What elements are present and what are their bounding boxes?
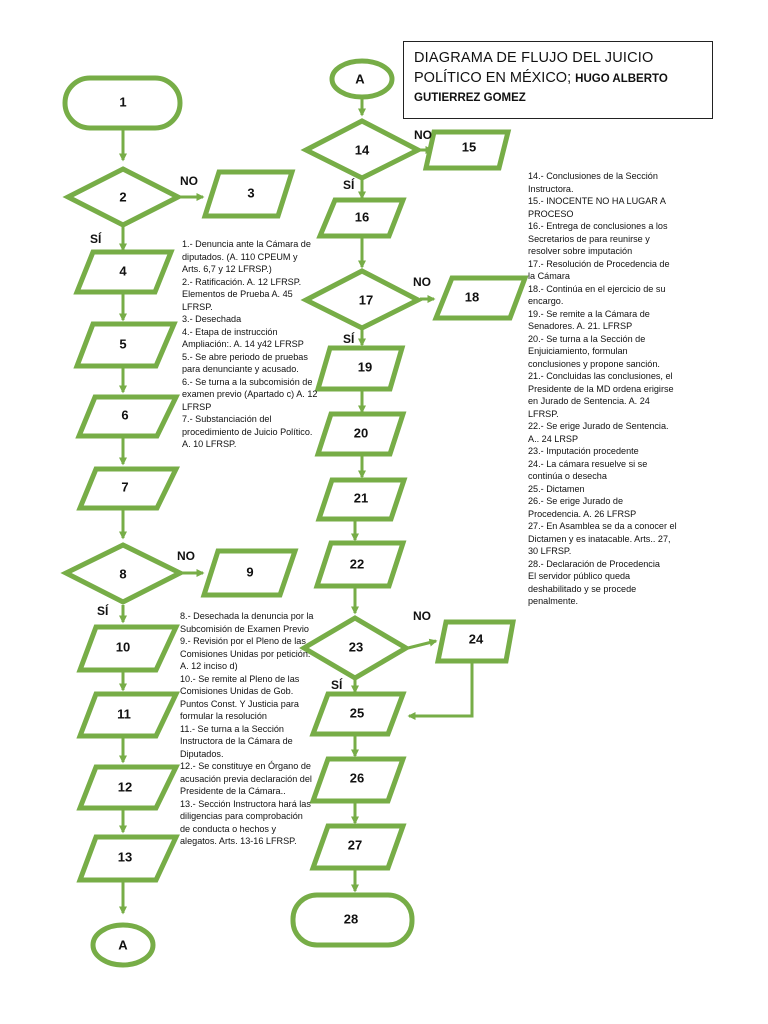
title-line-1: DIAGRAMA DE FLUJO DEL JUICIO — [414, 50, 654, 66]
label-node-18: 18 — [464, 289, 480, 305]
branch-no-23: NO — [413, 609, 431, 623]
legend-item: 4.- Etapa de instrucción Ampliación:. A. 14 y42 LFRSP — [182, 326, 304, 349]
legend-item: 26.- Se erige Jurado de Procedencia. A. 26 LFRSP — [528, 496, 637, 519]
label-node-19: 19 — [357, 359, 373, 375]
label-node-5: 5 — [119, 336, 127, 352]
legend-item: 1.- Denuncia ante la Cámara de diputados. (A. 110 CPEUM y Arts. 6,7 y 12 LFRSP.) — [182, 239, 311, 274]
branch-no-8: NO — [177, 549, 195, 563]
title-line-2-text: POLÍTICO EN MÉXICO; — [414, 70, 572, 86]
legend-item: 16.- Entrega de conclusiones a los Secretarios de para reunirse y resolver sobre imputación — [528, 221, 668, 256]
legend-item: 3.- Desechada — [182, 314, 242, 324]
branch-yes-8: SÍ — [97, 604, 109, 618]
legend-item: 6.- Se turna a la subcomisión de examen previo (Apartado c) A. 12 LFRSP — [182, 376, 318, 412]
branch-yes-23: SÍ — [331, 678, 343, 692]
label-node-8: 8 — [119, 566, 127, 582]
legend-item: 5.- Se abre periodo de pruebas para denunciante y acusado. — [182, 351, 308, 374]
legend-item: 2.- Ratificación. A. 12 LFRSP. Elementos de Prueba A. 45 LFRSP. — [182, 276, 302, 312]
title-line-2 — [414, 68, 702, 89]
label-node-20: 20 — [353, 425, 369, 441]
label-node-27: 27 — [347, 837, 363, 853]
label-node-21: 21 — [353, 490, 369, 506]
label-node-11: 11 — [117, 706, 131, 722]
label-node-14: 14 — [354, 142, 370, 158]
branch-no-14: NO — [414, 128, 432, 142]
legend-item: 15.- INOCENTE NO HA LUGAR A PROCESO — [528, 196, 666, 219]
label-node-22: 22 — [349, 556, 365, 572]
branch-yes-14: SÍ — [343, 178, 355, 192]
legend-item: 9.- Revisión por el Pleno de las Comisiones Unidas por petición. A. 12 inciso d) — [180, 636, 311, 671]
legend-item: 25.- Dictamen — [528, 483, 585, 494]
legend-item: 20.- Se turna a la Sección de Enjuiciamiento, formulan conclusiones y propone sanción. — [528, 333, 660, 369]
label-node-12: 12 — [117, 779, 133, 795]
legend-item: 7.- Substanciación del procedimiento de Juicio Político. A. 10 LFRSP. — [182, 414, 313, 449]
label-node-16: 16 — [354, 209, 370, 225]
branch-yes-2: SÍ — [90, 232, 102, 246]
label-node-1: 1 — [119, 94, 127, 110]
label-node-2: 2 — [119, 189, 127, 205]
legend-item: 18.- Continúa en el ejercicio de su encargo. — [528, 283, 666, 306]
legend-steps-1-7 — [182, 238, 318, 451]
label-node-3: 3 — [247, 185, 255, 201]
branch-no-2: NO — [180, 174, 198, 188]
legend-item: 12.- Se constituye en Órgano de acusación previa declaración del Presidente de la Cámara.. — [180, 761, 312, 796]
arrow-24-25 — [409, 663, 472, 716]
author-name-part-2: GUTIERREZ GOMEZ — [414, 92, 526, 104]
legend-steps-14-28 — [528, 170, 678, 608]
label-connector-A-bottom: A — [118, 937, 128, 953]
label-node-9: 9 — [246, 564, 254, 580]
label-node-26: 26 — [349, 770, 365, 786]
legend-item: 28.- Declaración de Procedencia — [528, 558, 660, 569]
label-node-15: 15 — [461, 139, 477, 155]
label-node-7: 7 — [121, 479, 129, 495]
process-node-18 — [436, 278, 525, 318]
label-node-13: 13 — [117, 849, 133, 865]
legend-item: 24.- La cámara resuelve si se continúa o desecha — [528, 458, 648, 481]
label-node-28: 28 — [343, 911, 359, 927]
label-node-10: 10 — [115, 639, 131, 655]
legend-item: 17.- Resolución de Procedencia de la Cámara — [528, 258, 670, 281]
legend-item: 23.- Imputación procedente — [528, 446, 639, 456]
legend-item: 19.- Se remite a la Cámara de Senadores. A. 21. LFRSP — [528, 308, 650, 331]
branch-no-17: NO — [413, 275, 431, 289]
label-node-24: 24 — [468, 631, 484, 647]
legend-item: 10.- Se remite al Pleno de las Comisiones Unidas de Gob. Puntos Const. Y Justicia para formular la resolución — [180, 673, 300, 721]
label-node-6: 6 — [121, 407, 129, 423]
label-connector-A-top: A — [355, 71, 365, 87]
title-box — [403, 41, 713, 119]
label-node-25: 25 — [349, 705, 365, 721]
label-node-23: 23 — [348, 639, 364, 655]
branch-yes-17: SÍ — [343, 332, 355, 346]
legend-item: 8.- Desechada la denuncia por la Subcomisión de Examen Previo — [180, 611, 314, 634]
arrow-23-24 — [408, 641, 436, 648]
legend-item: 27.- En Asamblea se da a conocer el Dictamen y es inatacable. Arts.. 27, 30 LFRSP. — [528, 521, 677, 556]
legend-item: 22.- Se erige Jurado de Sentencia. A.. 24 LRSP — [528, 421, 669, 444]
legend-steps-8-13 — [180, 610, 314, 848]
legend-item: 11.- Se turna a la Sección Instructora de la Cámara de Diputados. — [180, 723, 293, 759]
legend-item: 21.- Concluidas las conclusiones, el Presidente de la MD ordena erigirse en Jurado de Sentencia. A. 24 LFRSP. — [528, 371, 674, 419]
label-node-17: 17 — [358, 292, 374, 308]
legend-item: El servidor público queda deshabilitado y se procede penalmente. — [528, 571, 637, 606]
author-name-part-1: HUGO ALBERTO — [575, 73, 668, 85]
label-node-4: 4 — [119, 263, 127, 279]
legend-item: 14.- Conclusiones de la Sección Instructora. — [528, 171, 658, 194]
legend-item: 13.- Sección Instructora hará las diligencias para comprobación de conducta o hechos y alegatos. Arts. 13-16 LFRSP. — [180, 798, 311, 846]
